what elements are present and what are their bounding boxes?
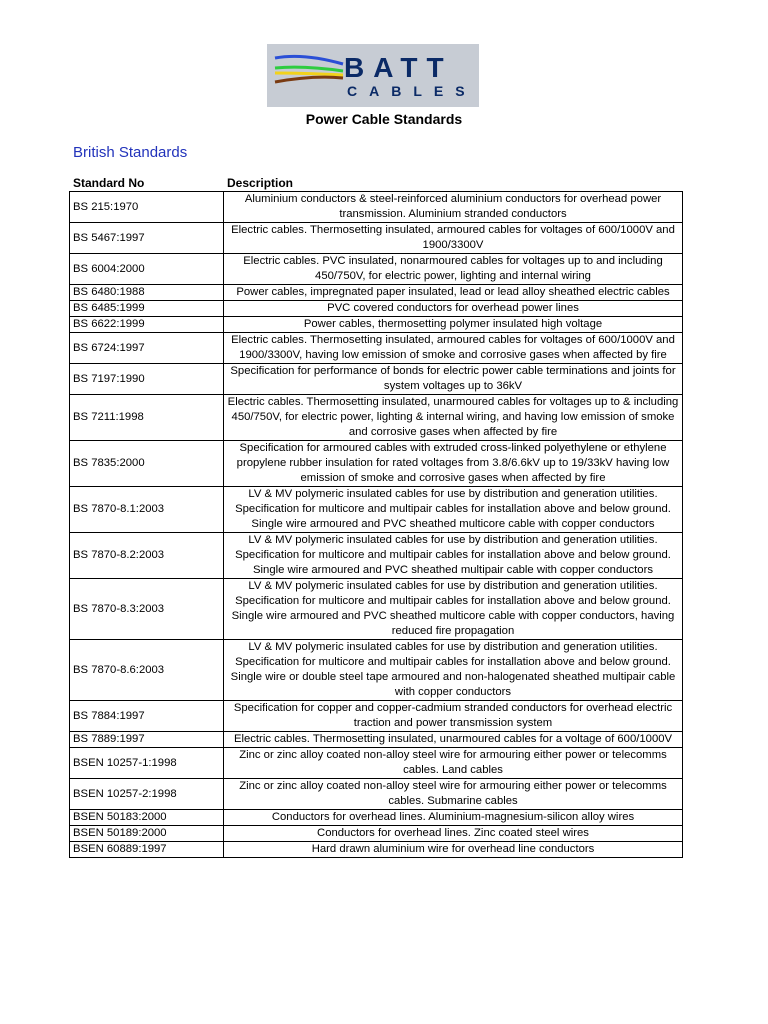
standard-number-cell: BS 7870-8.6:2003 (70, 640, 224, 701)
standard-number-cell: BSEN 60889:1997 (70, 842, 224, 858)
logo-wordmark-batt: BATT (344, 52, 453, 83)
standard-number-cell: BS 6724:1997 (70, 333, 224, 364)
table-row (70, 333, 683, 364)
standard-number-cell: BS 6004:2000 (70, 254, 224, 285)
standard-number-cell: BSEN 50189:2000 (70, 826, 224, 842)
description-cell: LV & MV polymeric insulated cables for use by distribution and generation utilities. Specification for multicore and multipair cables for installation above and below ground. Single wire armoured and PVC sheathed multipair cable with copper conductors (224, 533, 683, 579)
table-row (70, 732, 683, 748)
standard-number-cell: BSEN 50183:2000 (70, 810, 224, 826)
standard-number-cell: BS 5467:1997 (70, 223, 224, 254)
description-cell: Electric cables. PVC insulated, nonarmoured cables for voltages up to and including 450/750V, for electric power, lighting and internal wiring (224, 254, 683, 285)
batt-cables-logo (267, 44, 479, 107)
standard-number-cell: BS 7197:1990 (70, 364, 224, 395)
description-cell: Specification for armoured cables with extruded cross-linked polyethylene or ethylene propylene rubber insulation for rated voltages from 3.8/6.6kV up to 19/33kV having low emission of smoke and corrosive gases when affected by fire (224, 441, 683, 487)
standard-number-cell: BS 6480:1988 (70, 285, 224, 301)
table-row (70, 579, 683, 640)
description-cell: PVC covered conductors for overhead power lines (224, 301, 683, 317)
standard-number-cell: BS 7889:1997 (70, 732, 224, 748)
standard-number-cell: BS 7884:1997 (70, 701, 224, 732)
standard-number-cell: BS 7835:2000 (70, 441, 224, 487)
description-cell: Electric cables. Thermosetting insulated, unarmoured cables for voltages up to & including 450/750V, for electric power, lighting & internal wiring, and having low emission of smoke and corrosive gases when affected by fire (224, 395, 683, 441)
table-row (70, 533, 683, 579)
description-cell: Electric cables. Thermosetting insulated, unarmoured cables for a voltage of 600/1000V (224, 732, 683, 748)
table-row (70, 779, 683, 810)
standard-number-cell: BS 7870-8.2:2003 (70, 533, 224, 579)
description-cell: LV & MV polymeric insulated cables for use by distribution and generation utilities. Specification for multicore and multipair cables for installation above and below ground. Single wire or double steel tape armoured and non-halogenated sheathed multipair cable with copper conductors (224, 640, 683, 701)
standard-number-cell: BSEN 10257-2:1998 (70, 779, 224, 810)
standard-number-cell: BS 215:1970 (70, 192, 224, 223)
table-row (70, 826, 683, 842)
table-row (70, 395, 683, 441)
table-row (70, 842, 683, 858)
description-cell: Zinc or zinc alloy coated non-alloy steel wire for armouring either power or telecomms cables. Submarine cables (224, 779, 683, 810)
description-cell: LV & MV polymeric insulated cables for use by distribution and generation utilities. Specification for multicore and multipair cables for installation above and below ground. Single wire armoured and PVC sheathed multicore cable with copper conductors (224, 487, 683, 533)
description-cell: Specification for performance of bonds for electric power cable terminations and joints for system voltages up to 36kV (224, 364, 683, 395)
description-cell: Hard drawn aluminium wire for overhead line conductors (224, 842, 683, 858)
description-cell: Electric cables. Thermosetting insulated, armoured cables for voltages of 600/1000V and 1900/3300V (224, 223, 683, 254)
table-row (70, 364, 683, 395)
table-row (70, 487, 683, 533)
standards-table (69, 191, 683, 858)
standard-number-cell: BS 7870-8.3:2003 (70, 579, 224, 640)
description-cell: Conductors for overhead lines. Zinc coated steel wires (224, 826, 683, 842)
section-heading: British Standards (73, 144, 188, 161)
table-row (70, 254, 683, 285)
table-row (70, 640, 683, 701)
standard-number-cell: BS 6485:1999 (70, 301, 224, 317)
table-row (70, 441, 683, 487)
description-cell: Electric cables. Thermosetting insulated, armoured cables for voltages of 600/1000V and 1900/3300V, having low emission of smoke and corrosive gases when affected by fire (224, 333, 683, 364)
column-header-description: Description (227, 176, 294, 190)
table-row (70, 192, 683, 223)
table-row (70, 301, 683, 317)
description-cell: Conductors for overhead lines. Aluminium-magnesium-silicon alloy wires (224, 810, 683, 826)
standard-number-cell: BS 7211:1998 (70, 395, 224, 441)
description-cell: Power cables, impregnated paper insulated, lead or lead alloy sheathed electric cables (224, 285, 683, 301)
table-row (70, 701, 683, 732)
description-cell: LV & MV polymeric insulated cables for use by distribution and generation utilities. Specification for multicore and multipair cables for installation above and below ground. Single wire armoured and PVC sheathed multicore cable with copper conductors, having reduced fire propagation (224, 579, 683, 640)
standard-number-cell: BSEN 10257-1:1998 (70, 748, 224, 779)
table-row (70, 810, 683, 826)
column-header-standard: Standard No (73, 176, 145, 190)
description-cell: Aluminium conductors & steel-reinforced aluminium conductors for overhead power transmission. Aluminium stranded conductors (224, 192, 683, 223)
table-row (70, 317, 683, 333)
logo-wordmark-cables: CABLES (347, 83, 477, 99)
description-cell: Specification for copper and copper-cadmium stranded conductors for overhead electric traction and power transmission system (224, 701, 683, 732)
table-row (70, 748, 683, 779)
description-cell: Power cables, thermosetting polymer insulated high voltage (224, 317, 683, 333)
standard-number-cell: BS 6622:1999 (70, 317, 224, 333)
description-cell: Zinc or zinc alloy coated non-alloy steel wire for armouring either power or telecomms cables. Land cables (224, 748, 683, 779)
table-row (70, 285, 683, 301)
table-row (70, 223, 683, 254)
standard-number-cell: BS 7870-8.1:2003 (70, 487, 224, 533)
page-title: Power Cable Standards (305, 111, 463, 127)
cable-stripes-icon (267, 44, 347, 107)
